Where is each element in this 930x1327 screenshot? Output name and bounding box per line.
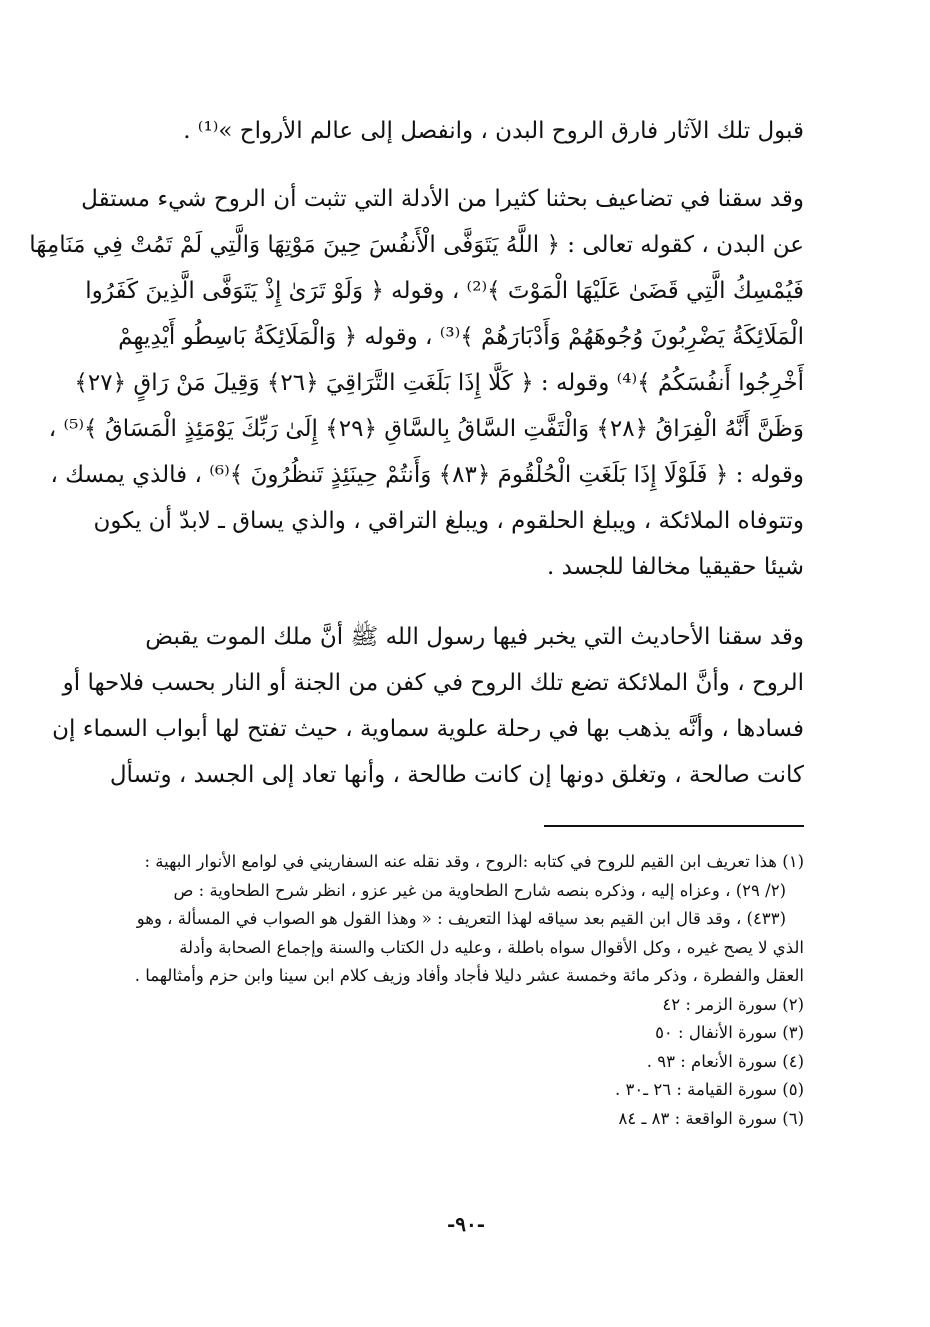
text-line: وتتوفاه الملائكة ، ويبلغ الحلقوم ، ويبلغ التراقي ، والذي يساق ـ لابدّ أن يكون [93,508,804,534]
page-number: -٩٠- [446,1212,486,1236]
footnote-ref: (٦) سورة الواقعة : ٨٣ ـ ٨٤ [618,1108,804,1128]
text-line: عن البدن ، كقوله تعالى : ﴿ اللَّهُ يَتَوَفَّى الْأَنفُسَ حِينَ مَوْتِهَا وَالَّتِي لَمْ تَمُتْ فِي مَنَامِهَا [29,232,804,258]
text-line: شيئا حقيقيا مخالفا للجسد . [547,554,804,580]
footnote-ref: (٤) سورة الأنعام : ٩٣ . [646,1051,804,1071]
footnote-line: (٢/ ٢٩) ، وعزاه إليه ، وذكره بنصه شارح الطحاوية من غير عزو ، انظر شرح الطحاوية : ص [173,880,786,900]
text-line: قبول تلك الآثار فارق الروح البدن ، وانفصل إلى عالم الأرواح »⁽¹⁾ . [183,118,804,144]
footnote-ref: (٢) سورة الزمر : ٤٢ [662,994,804,1014]
text-line: الروح ، وأنَّ الملائكة تضع تلك الروح في كفن من الجنة أو النار بحسب فلاحها أو [62,670,804,696]
footnote-divider [544,825,804,827]
paragraph-3 [52,614,804,798]
text-line: الْمَلَائِكَةُ يَضْرِبُونَ وُجُوهَهُمْ وَأَدْبَارَهُمْ ﴾⁽³⁾ ، وقوله ﴿ وَالْمَلَائِكَةُ بَاسِطُو أَيْدِيهِمْ [118,324,804,350]
footnote-line: (١) هذا تعريف ابن القيم للروح في كتابه :الروح ، وقد نقله عنه السفاريني في لوامع الأنوار البهية : [144,852,804,871]
footnote-line: الذي لا يصح غيره ، وكل الأقوال سواه باطلة ، وعليه دل الكتاب والسنة وإجماع الصحابة وأدلة [179,937,804,957]
footnotes [128,848,804,1133]
text-line: وقد سقنا الأحاديث التي يخبر فيها رسول الله ﷺ أنَّ ملك الموت يقبض [145,624,804,650]
text-line: أَخْرِجُوا أَنفُسَكُمُ ﴾⁽⁴⁾ وقوله : ﴿ كَلَّا إِذَا بَلَغَتِ التَّرَاقِيَ ﴿٢٦﴾ وَقِيلَ مَنْ رَاقٍ ﴿٢٧﴾ [74,370,804,396]
text-line: وقد سقنا في تضاعيف بحثنا كثيرا من الأدلة التي تثبت أن الروح شيء مستقل [81,186,804,212]
text-line: وَظَنَّ أَنَّهُ الْفِرَاقُ ﴿٢٨﴾ وَالْتَفَّتِ السَّاقُ بِالسَّاقِ ﴿٢٩﴾ إِلَىٰ رَبِّكَ يَوْمَئِذٍ الْمَسَاقُ ﴾⁽⁵⁾ ، [48,416,804,442]
paragraph-2 [29,176,804,590]
text-line: فسادها ، وأنَّه يذهب بها في رحلة علوية سماوية ، حيث تفتح لها أبواب السماء إن [52,716,804,742]
text-line: وقوله : ﴿ فَلَوْلَا إِذَا بَلَغَتِ الْحُلْقُومَ ﴿٨٣﴾ وَأَنتُمْ حِينَئِذٍ تَنظُرُونَ ﴾⁽⁶⁾ ، فالذي يمسك ، [50,462,804,488]
paragraph-1 [128,108,804,154]
footnote-line: العقل والفطرة ، وذكر مائة وخمسة عشر دليلا فأجاد وأفاد وزيف كلام ابن سينا وابن حزم وأمثالهما . [134,966,804,985]
text-line: فَيُمْسِكُ الَّتِي قَضَىٰ عَلَيْهَا الْمَوْتَ ﴾⁽²⁾ ، وقوله ﴿ وَلَوْ تَرَىٰ إِذْ يَتَوَفَّى الَّذِينَ كَفَرُوا [85,278,804,304]
footnote-ref: (٣) سورة الأنفال : ٥٠ [655,1023,804,1042]
book-page [29,108,804,1308]
footnote-line: (٤٣٣) ، وقد قال ابن القيم بعد سياقه لهذا التعريف : « وهذا القول هو الصواب في المسألة ، وهو [136,909,786,928]
footnote-ref: (٥) سورة القيامة : ٢٦ ـ٣٠ . [615,1080,804,1099]
text-line: كانت صالحة ، وتغلق دونها إن كانت طالحة ، وأنها تعاد إلى الجسد ، وتسأل [109,762,804,788]
